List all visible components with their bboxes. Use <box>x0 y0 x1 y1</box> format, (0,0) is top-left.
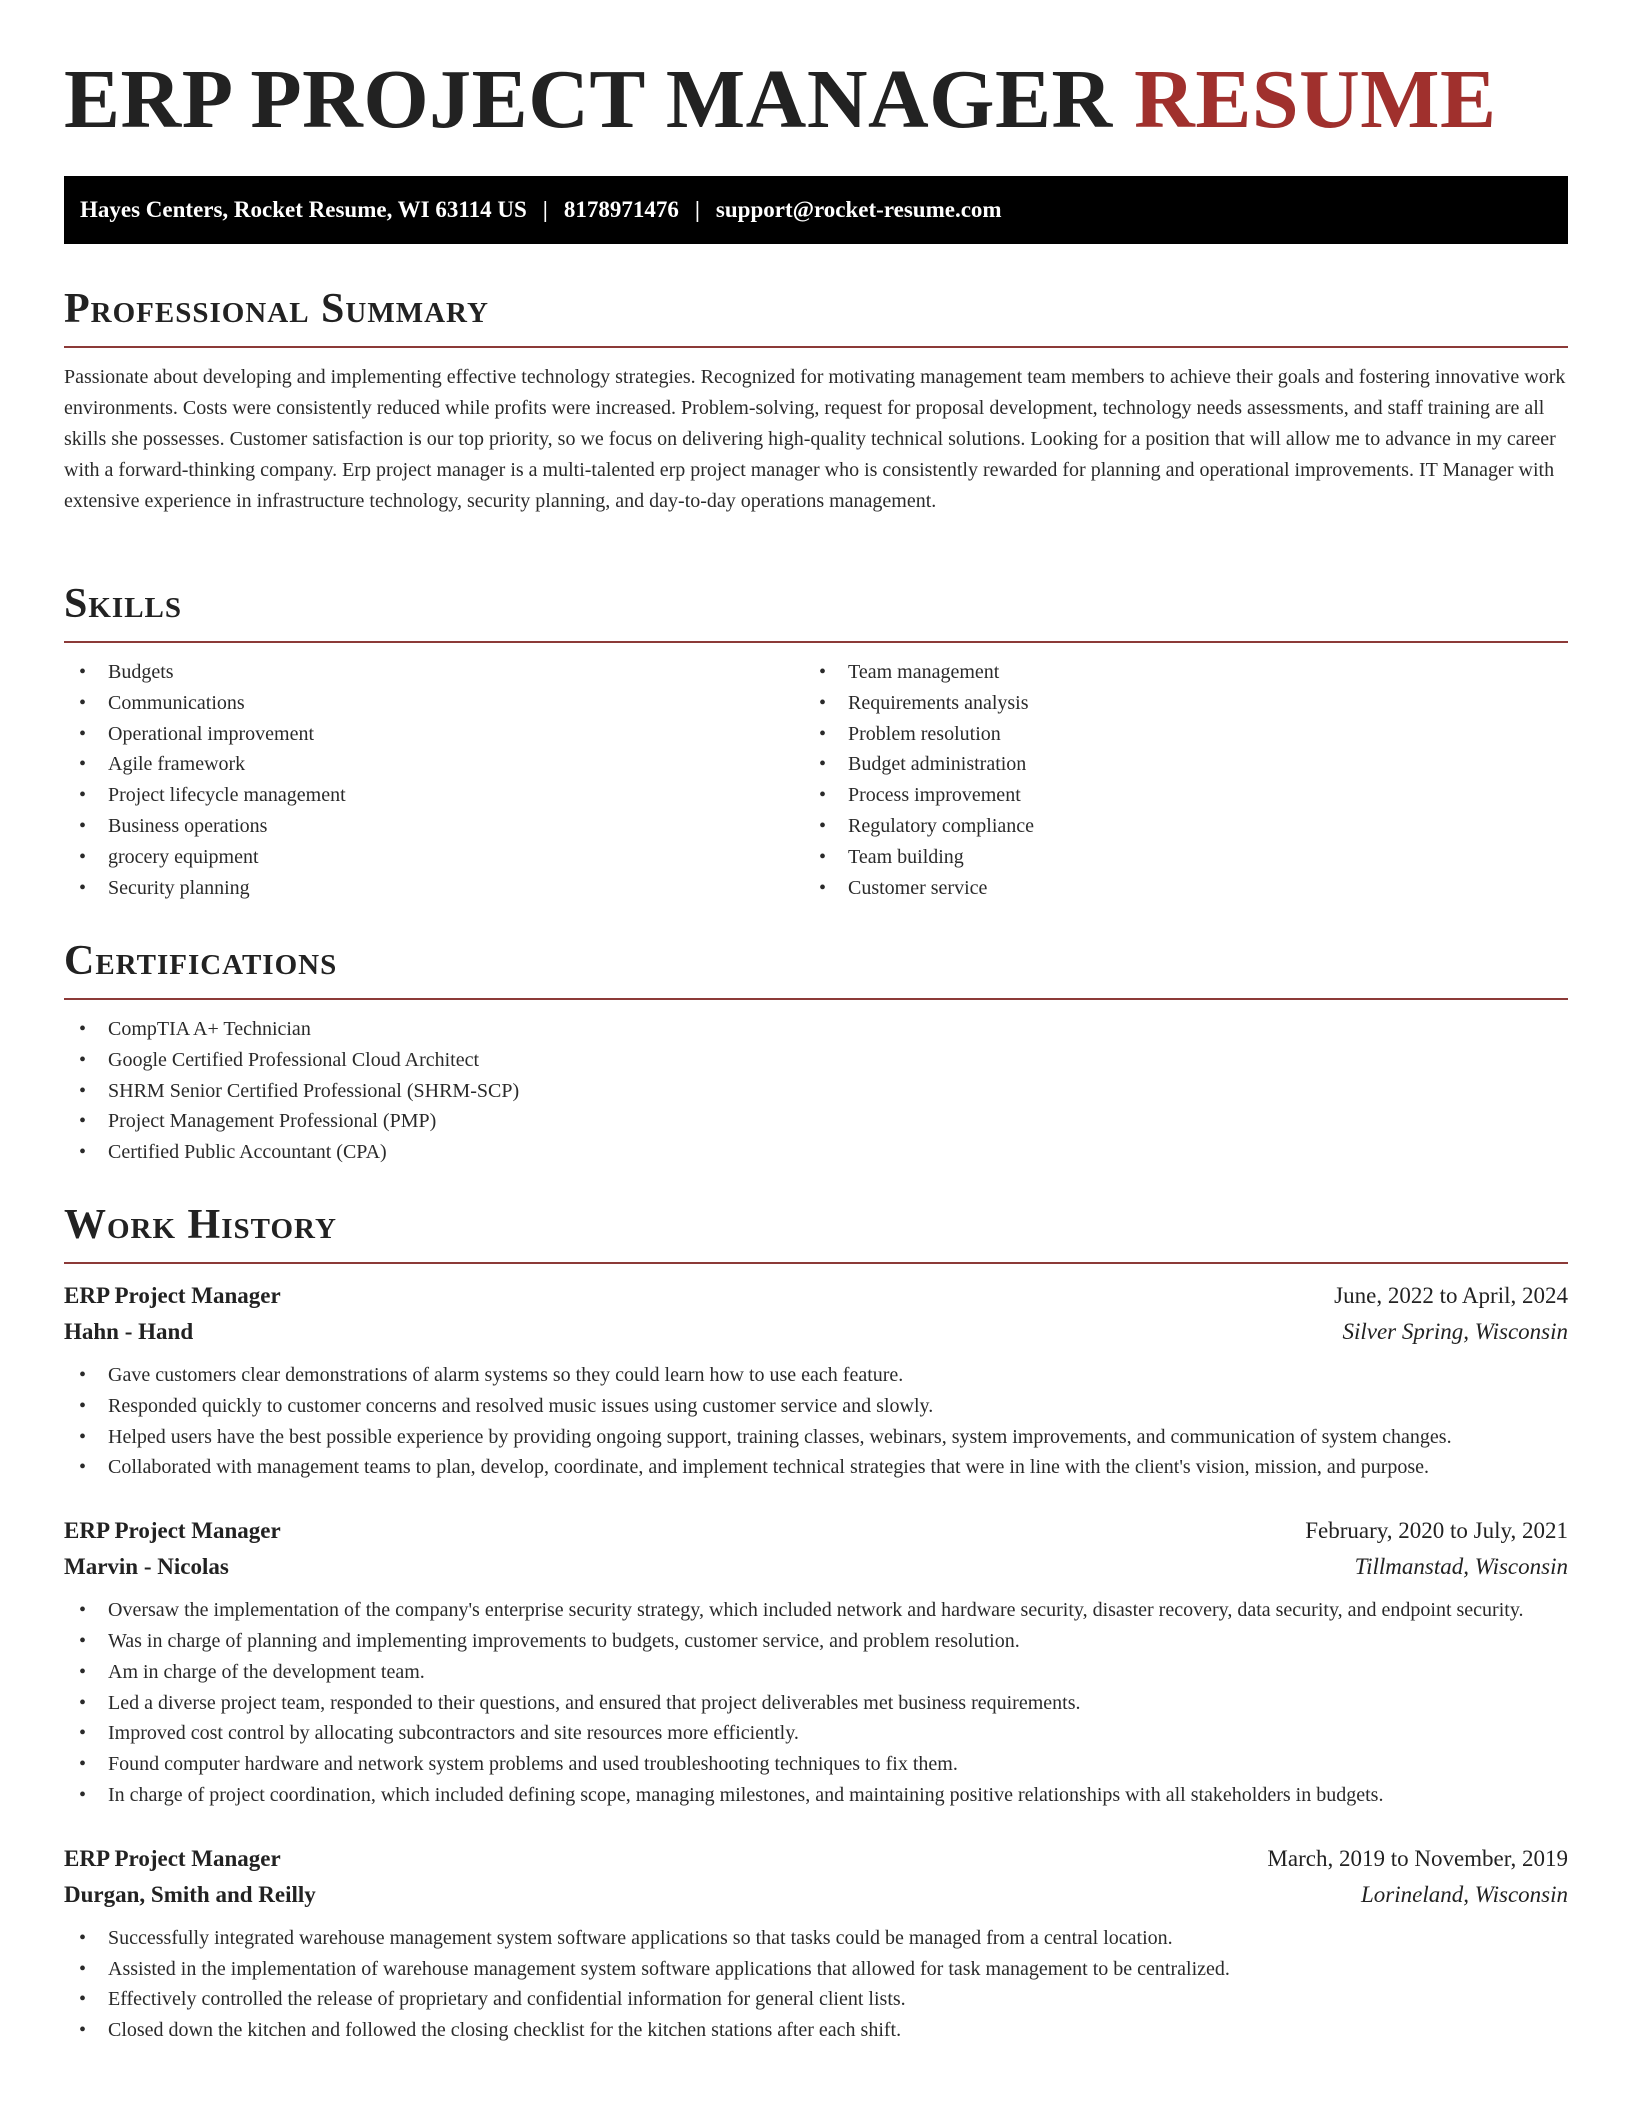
job-bullets <box>64 1360 1568 1483</box>
job-company: Durgan, Smith and Reilly <box>64 1881 316 1907</box>
section-heading-work-history: Work History <box>64 1204 1568 1264</box>
skill-item: • Process improvement <box>804 780 1544 811</box>
contact-address: Hayes Centers, Rocket Resume, WI 63114 US <box>80 197 527 222</box>
job-company-row <box>64 1877 1568 1913</box>
job-bullets <box>64 1923 1568 2046</box>
job-title: ERP Project Manager <box>64 1283 281 1308</box>
job-dates: February, 2020 to July, 2021 <box>1305 1518 1568 1544</box>
skills-list-right <box>804 657 1544 903</box>
job-bullet: • Was in charge of planning and implementing improvements to budgets, customer service, and problem resolution. <box>64 1626 1568 1657</box>
job-bullet: • Effectively controlled the release of proprietary and confidential information for general client lists. <box>64 1984 1568 2015</box>
skills-grid <box>64 657 1568 903</box>
job-bullet: • Found computer hardware and network system problems and used troubleshooting techniques to fix them. <box>64 1749 1568 1780</box>
job-entry <box>64 1278 1568 1483</box>
job-company: Marvin - Nicolas <box>64 1554 229 1580</box>
job-bullet: • Closed down the kitchen and followed the closing checklist for the kitchen stations after each shift. <box>64 2015 1568 2046</box>
professional-summary-section <box>64 288 1568 517</box>
skills-section <box>64 583 1568 903</box>
job-company-row <box>64 1549 1568 1585</box>
job-dates: March, 2019 to November, 2019 <box>1267 1845 1568 1871</box>
job-bullets <box>64 1595 1568 1811</box>
job-company-row <box>64 1314 1568 1350</box>
job-title: ERP Project Manager <box>64 1518 281 1544</box>
skill-item: • grocery equipment <box>64 842 804 873</box>
skills-list-left <box>64 657 804 903</box>
contact-separator: | <box>542 197 548 222</box>
job-entry <box>64 1513 1568 1811</box>
resume-title <box>64 53 1497 146</box>
skill-item: • Operational improvement <box>64 719 804 750</box>
contact-email: support@rocket-resume.com <box>715 197 1002 222</box>
skill-item: • Problem resolution <box>804 719 1544 750</box>
certification-item: • Certified Public Accountant (CPA) <box>64 1137 1568 1168</box>
job-bullet: • Gave customers clear demonstrations of alarm systems so they could learn how to use each feature. <box>64 1360 1568 1391</box>
skill-item: • Regulatory compliance <box>804 811 1544 842</box>
skill-item: • Security planning <box>64 873 804 904</box>
job-location: Lorineland, Wisconsin <box>1360 1881 1568 1907</box>
job-bullet: • Am in charge of the development team. <box>64 1657 1568 1688</box>
section-heading-summary: Professional Summary <box>64 288 1568 348</box>
section-heading-skills: Skills <box>64 583 1568 643</box>
skill-item: • Customer service <box>804 873 1544 904</box>
skill-item: • Requirements analysis <box>804 688 1544 719</box>
certification-item: • Google Certified Professional Cloud Architect <box>64 1045 1568 1076</box>
job-bullet: • Responded quickly to customer concerns and resolved music issues using customer service and slowly. <box>64 1391 1568 1422</box>
contact-separator: | <box>694 197 700 222</box>
section-heading-certifications: Certifications <box>64 940 1568 1000</box>
summary-text: Passionate about developing and implementing effective technology strategies. Recognized for motivating management team members to achieve their goals and fostering innovative work environments. Costs were consistently reduced while profits were increased. Problem-solving, request for proposal development, technology needs assessments, and staff training are all skills she possesses. Customer satisfaction is our top priority, so we focus on delivering high-quality technical solutions. Looking for a position that will allow me to advance in my career with a forward-thinking company. Erp project manager is a multi-talented erp project manager who is consistently rewarded for planning and operational improvements. IT Manager with extensive experience in infrastructure technology, security planning, and day-to-day operations management. <box>64 366 1566 512</box>
job-bullet: • Collaborated with management teams to plan, develop, coordinate, and implement technical strategies that were in line with the client's vision, mission, and purpose. <box>64 1452 1568 1483</box>
job-header-row <box>64 1513 1568 1549</box>
certification-item: • SHRM Senior Certified Professional (SHRM-SCP) <box>64 1076 1568 1107</box>
job-header-row <box>64 1841 1568 1877</box>
skill-item: • Budgets <box>64 657 804 688</box>
certification-item: • Project Management Professional (PMP) <box>64 1106 1568 1137</box>
contact-bar <box>64 176 1568 244</box>
certifications-list <box>64 1014 1568 1168</box>
job-bullet: • Assisted in the implementation of warehouse management system software applications that allowed for task management to be centralized. <box>64 1954 1568 1985</box>
job-bullet: • Successfully integrated warehouse management system software applications so that tasks could be managed from a central location. <box>64 1923 1568 1954</box>
job-bullet: • Improved cost control by allocating subcontractors and site resources more efficiently. <box>64 1718 1568 1749</box>
contact-phone: 8178971476 <box>563 197 679 222</box>
skill-item: • Agile framework <box>64 749 804 780</box>
job-company: Hahn - Hand <box>64 1319 194 1344</box>
title-accent: RESUME <box>1134 53 1497 146</box>
job-entry <box>64 1841 1568 2046</box>
job-header-row <box>64 1278 1568 1314</box>
job-dates: June, 2022 to April, 2024 <box>1334 1283 1568 1308</box>
skill-item: • Budget administration <box>804 749 1544 780</box>
job-location: Silver Spring, Wisconsin <box>1342 1319 1568 1344</box>
skill-item: • Business operations <box>64 811 804 842</box>
job-title: ERP Project Manager <box>64 1845 281 1871</box>
job-bullet: • Led a diverse project team, responded to their questions, and ensured that project deliverables met business requirements. <box>64 1688 1568 1719</box>
job-bullet: • In charge of project coordination, which included defining scope, managing milestones, and maintaining positive relationships with all stakeholders in budgets. <box>64 1780 1568 1811</box>
skill-item: • Team management <box>804 657 1544 688</box>
job-bullet: • Helped users have the best possible experience by providing ongoing support, training classes, webinars, system improvements, and communication of system changes. <box>64 1422 1568 1453</box>
certification-item: • CompTIA A+ Technician <box>64 1014 1568 1045</box>
certifications-section <box>64 940 1568 1168</box>
skill-item: • Team building <box>804 842 1544 873</box>
job-location: Tillmanstad, Wisconsin <box>1354 1554 1568 1580</box>
work-history-section <box>64 1204 1568 2046</box>
skill-item: • Communications <box>64 688 804 719</box>
skill-item: • Project lifecycle management <box>64 780 804 811</box>
title-main: ERP PROJECT MANAGER <box>64 53 1113 146</box>
job-bullet: • Oversaw the implementation of the company's enterprise security strategy, which included network and hardware security, disaster recovery, data security, and endpoint security. <box>64 1595 1568 1626</box>
